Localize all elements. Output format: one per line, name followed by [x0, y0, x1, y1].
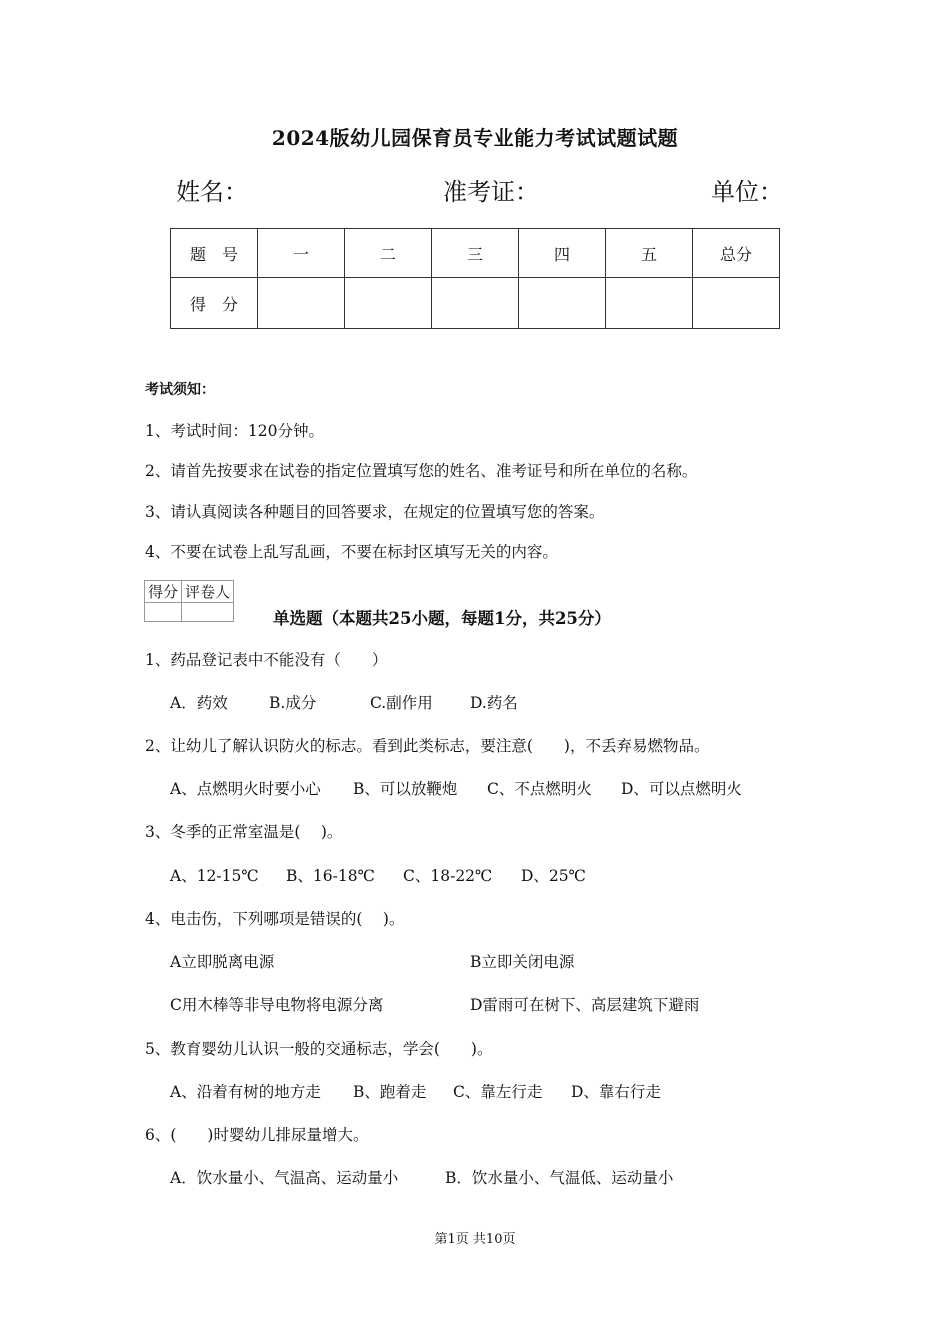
question-stem: 5、教育婴幼儿认识一般的交通标志，学会( )。: [145, 1040, 493, 1058]
score-cell[interactable]: [693, 278, 780, 329]
page-footer: 第1页 共10页: [434, 1232, 516, 1247]
question-option: B、跑着走: [353, 1083, 427, 1101]
grader-score-cell[interactable]: [145, 603, 182, 622]
score-header-cell: 总分: [693, 229, 780, 278]
question-option: D.药名: [470, 694, 518, 712]
section-title: 单选题（本题共25小题，每题1分，共25分）: [273, 609, 611, 628]
score-row-label: 得 分: [171, 278, 258, 329]
question-option: A、沿着有树的地方走: [170, 1083, 321, 1101]
question-stem: 2、让幼儿了解认识防火的标志。看到此类标志，要注意( )，不丢弃易燃物品。: [145, 737, 710, 755]
question-stem: 1、药品登记表中不能没有（ ）: [145, 651, 388, 669]
score-header-cell: 三: [432, 229, 519, 278]
page-title: 2024版幼儿园保育员专业能力考试试题试题: [271, 126, 679, 150]
question-option: B、16-18℃: [286, 867, 375, 885]
question-option: B立即关闭电源: [470, 953, 575, 971]
question-option: C、靠左行走: [453, 1083, 543, 1101]
grader-score-label: 得分: [145, 581, 182, 603]
score-cell[interactable]: [606, 278, 693, 329]
question-option: A．饮水量小、气温高、运动量小: [170, 1169, 399, 1187]
score-table: [170, 228, 780, 329]
grader-name-label: 评卷人: [182, 581, 234, 603]
unit-field-label: 单位：: [711, 178, 783, 206]
score-header-cell: 一: [258, 229, 345, 278]
question-stem: 6、( )时婴幼儿排尿量增大。: [145, 1126, 369, 1144]
score-table-header-row: [171, 229, 780, 278]
notice-item: 2、请首先按要求在试卷的指定位置填写您的姓名、准考证号和所在单位的名称。: [145, 462, 698, 480]
question-option: B.成分: [269, 694, 317, 712]
question-option: C.副作用: [370, 694, 433, 712]
question-option: C用木棒等非导电物将电源分离: [170, 996, 384, 1014]
notice-item: 1、考试时间：120分钟。: [145, 422, 324, 440]
question-option: D、25℃: [521, 867, 586, 885]
question-option: D、靠右行走: [571, 1083, 661, 1101]
question-option: C、18-22℃: [403, 867, 493, 885]
question-option: A．药效: [170, 694, 228, 712]
question-option: A、12-15℃: [170, 867, 259, 885]
score-header-cell: 五: [606, 229, 693, 278]
score-cell[interactable]: [519, 278, 606, 329]
question-option: A、点燃明火时要小心: [170, 780, 321, 798]
score-cell[interactable]: [345, 278, 432, 329]
grader-box: [144, 580, 234, 622]
question-stem: 3、冬季的正常室温是( )。: [145, 823, 343, 841]
question-option: B、可以放鞭炮: [353, 780, 458, 798]
name-field-label: 姓名：: [176, 178, 248, 206]
question-option: D、可以点燃明火: [621, 780, 742, 798]
score-header-cell: 题 号: [171, 229, 258, 278]
question-option: B．饮水量小、气温低、运动量小: [445, 1169, 674, 1187]
score-cell[interactable]: [432, 278, 519, 329]
notice-item: 4、不要在试卷上乱写乱画，不要在标封区填写无关的内容。: [145, 543, 558, 561]
grader-name-cell[interactable]: [182, 603, 234, 622]
score-table-score-row: [171, 278, 780, 329]
question-option: C、不点燃明火: [487, 780, 592, 798]
question-option: D雷雨可在树下、高层建筑下避雨: [470, 996, 700, 1014]
exam-id-field-label: 准考证：: [443, 178, 539, 206]
question-stem: 4、电击伤，下列哪项是错误的( )。: [145, 910, 405, 928]
notice-item: 3、请认真阅读各种题目的回答要求，在规定的位置填写您的答案。: [145, 503, 605, 521]
score-header-cell: 二: [345, 229, 432, 278]
notice-title: 考试须知：: [145, 382, 215, 398]
score-cell[interactable]: [258, 278, 345, 329]
question-option: A立即脱离电源: [170, 953, 275, 971]
score-header-cell: 四: [519, 229, 606, 278]
